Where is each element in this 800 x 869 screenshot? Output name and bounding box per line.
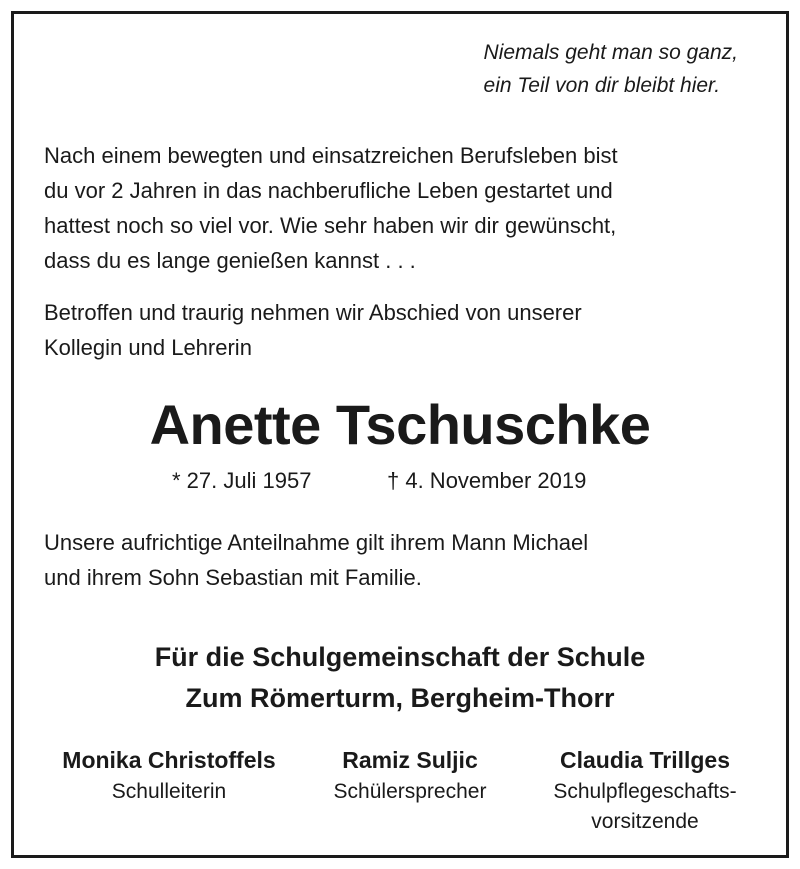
signatory-claudia-trillges (520, 743, 770, 837)
deceased-name: Anette Tschuschke (149, 393, 651, 456)
verse-line: Niemals geht man so ganz, (483, 41, 738, 64)
organization (0, 637, 800, 719)
intro-line: dass du es lange genießen kannst . . . (44, 248, 416, 273)
condolence-paragraph (44, 525, 764, 595)
organization-line: Zum Römerturm, Bergheim-Thorr (185, 683, 615, 713)
birth-date: * 27. Juli 1957 (172, 468, 312, 493)
signatory-monika-christoffels (34, 743, 304, 807)
intro-line: Nach einem bewegten und einsatzreichen Berufsleben bist (44, 143, 618, 168)
signatory-role-continued: vorsitzende (591, 810, 699, 833)
signatory-role: Schulpflegeschafts- (553, 780, 737, 803)
signatory-name: Monika Christoffels (62, 747, 276, 773)
farewell-paragraph (44, 295, 764, 365)
intro-line: hattest noch so viel vor. Wie sehr haben wir dir gewünscht, (44, 213, 617, 238)
signatory-role: Schulleiterin (111, 780, 227, 803)
intro-line: du vor 2 Jahren in das nachberufliche Leben gestartet und (44, 178, 613, 203)
condolence-line: Unsere aufrichtige Anteilnahme gilt ihrem Mann Michael (44, 530, 589, 555)
death-date: † 4. November 2019 (387, 468, 587, 493)
signatory-role: Schülersprecher (333, 780, 487, 803)
farewell-line: Kollegin und Lehrerin (44, 335, 252, 360)
signatory-ramiz-suljic (300, 743, 520, 807)
farewell-line: Betroffen und traurig nehmen wir Abschied von unserer (44, 300, 582, 325)
verse-line: ein Teil von dir bleibt hier. (483, 74, 721, 97)
intro-paragraph (44, 138, 764, 278)
condolence-line: und ihrem Sohn Sebastian mit Familie. (44, 565, 422, 590)
signatory-name: Claudia Trillges (560, 747, 730, 773)
verse (484, 36, 738, 102)
organization-line: Für die Schulgemeinschaft der Schule (154, 642, 646, 672)
signatory-name: Ramiz Suljic (342, 747, 478, 773)
